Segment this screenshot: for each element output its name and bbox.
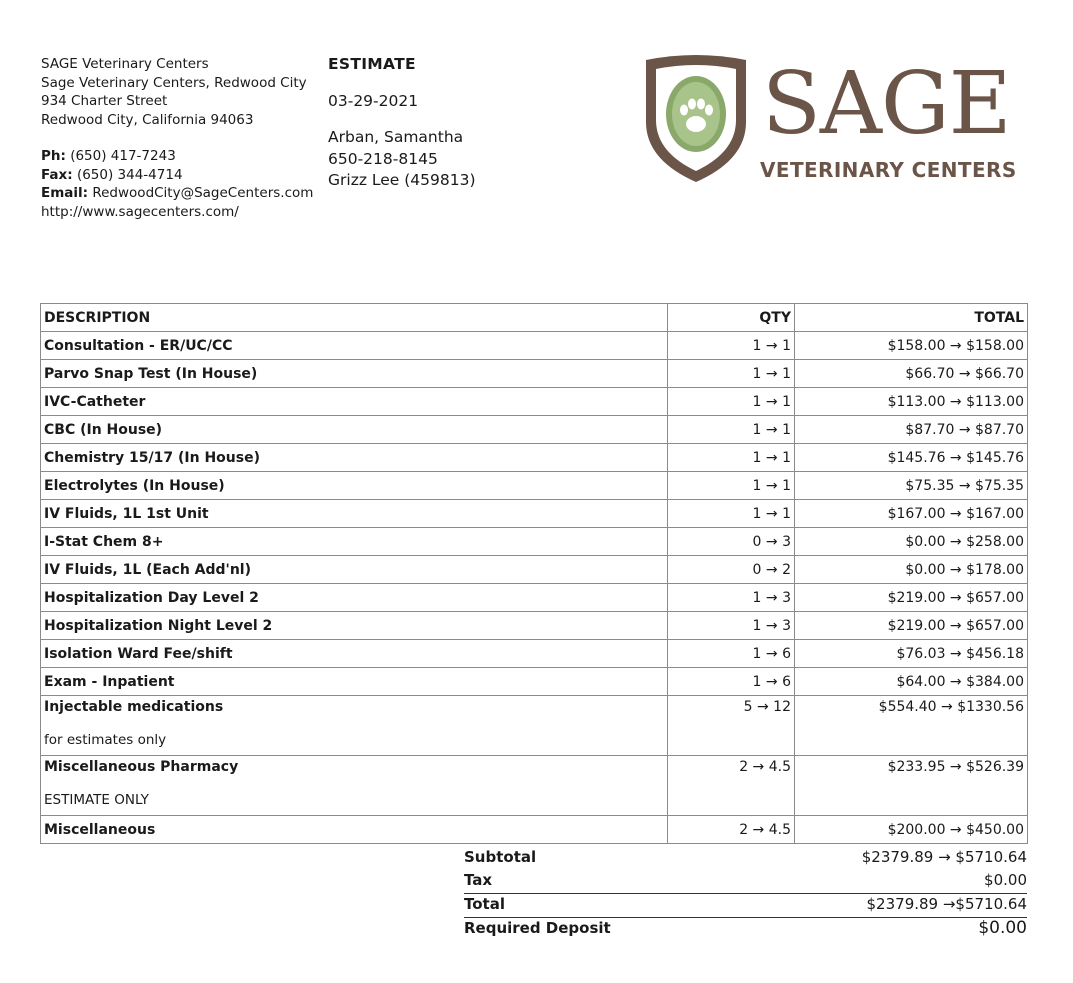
- item-description: Hospitalization Night Level 2: [44, 617, 273, 634]
- website-link[interactable]: http://www.sagecenters.com/: [41, 203, 239, 220]
- item-description-cell: [41, 444, 668, 472]
- logo-wordmark: SAGE: [762, 54, 1011, 154]
- subtotal-row: [464, 847, 1027, 870]
- item-description: Injectable medications: [44, 699, 224, 715]
- tax-value: $0.00: [984, 871, 1027, 889]
- clinic-name: SAGE Veterinary Centers: [41, 56, 209, 72]
- header-description: DESCRIPTION: [41, 304, 668, 332]
- fax-label: Fax:: [41, 166, 73, 183]
- item-total: $200.00 → $450.00: [795, 816, 1028, 844]
- item-qty: 2 → 4.5: [668, 816, 795, 844]
- item-description: Miscellaneous: [44, 821, 156, 838]
- client-info: [328, 127, 476, 192]
- item-description: IV Fluids, 1L (Each Add'nl): [44, 561, 252, 578]
- item-description: Exam - Inpatient: [44, 673, 175, 690]
- fax-value: (650) 344-4714: [72, 166, 183, 183]
- item-total: $145.76 → $145.76: [795, 444, 1028, 472]
- total-row: [464, 893, 1027, 917]
- item-description-cell: [41, 416, 668, 444]
- estimate-date: 03-29-2021: [328, 92, 419, 110]
- item-total: $554.40 → $1330.56: [795, 696, 1028, 756]
- item-qty: 2 → 4.5: [668, 756, 795, 816]
- table-row: [41, 640, 1028, 668]
- sage-logo: [642, 52, 1027, 187]
- total-value: $2379.89 →$5710.64: [866, 895, 1027, 913]
- item-description-cell: [41, 668, 668, 696]
- clinic-contact: [41, 147, 313, 221]
- table-row: [41, 696, 1028, 756]
- table-row: [41, 500, 1028, 528]
- item-total: $233.95 → $526.39: [795, 756, 1028, 816]
- item-total: $219.00 → $657.00: [795, 584, 1028, 612]
- table-row: [41, 668, 1028, 696]
- logo-subtitle: VETERINARY CENTERS: [760, 158, 1017, 182]
- item-description: I-Stat Chem 8+: [44, 533, 164, 550]
- item-total: $0.00 → $178.00: [795, 556, 1028, 584]
- phone-line: [41, 147, 313, 166]
- item-qty: 1 → 1: [668, 360, 795, 388]
- table-row: [41, 584, 1028, 612]
- clinic-address-line2: Redwood City, California 94063: [41, 111, 254, 128]
- item-qty: 1 → 6: [668, 668, 795, 696]
- table-row: [41, 360, 1028, 388]
- item-description-cell: [41, 696, 668, 756]
- subtotal-label: Subtotal: [464, 848, 537, 866]
- item-total: $64.00 → $384.00: [795, 668, 1028, 696]
- deposit-value: $0.00: [978, 918, 1027, 938]
- table-row: [41, 756, 1028, 816]
- item-description: Parvo Snap Test (In House): [44, 365, 258, 382]
- item-description: Consultation - ER/UC/CC: [44, 337, 233, 354]
- item-description-cell: [41, 332, 668, 360]
- item-total: $167.00 → $167.00: [795, 500, 1028, 528]
- item-description: Electrolytes (In House): [44, 477, 225, 494]
- item-total: $75.35 → $75.35: [795, 472, 1028, 500]
- totals-block: [464, 847, 1027, 941]
- item-qty: 1 → 1: [668, 388, 795, 416]
- item-description: IV Fluids, 1L 1st Unit: [44, 505, 209, 522]
- item-qty: 1 → 1: [668, 332, 795, 360]
- item-qty: 0 → 3: [668, 528, 795, 556]
- table-row: [41, 528, 1028, 556]
- item-total: $0.00 → $258.00: [795, 528, 1028, 556]
- subtotal-value: $2379.89 → $5710.64: [861, 848, 1027, 866]
- fax-line: [41, 166, 313, 185]
- item-qty: 1 → 3: [668, 584, 795, 612]
- item-note: for estimates only: [44, 732, 167, 748]
- email-line: [41, 184, 313, 203]
- item-qty: 1 → 1: [668, 416, 795, 444]
- table-row: [41, 472, 1028, 500]
- item-total: $219.00 → $657.00: [795, 612, 1028, 640]
- item-total: $66.70 → $66.70: [795, 360, 1028, 388]
- item-description-cell: [41, 612, 668, 640]
- tax-row: [464, 870, 1027, 893]
- item-qty: 1 → 3: [668, 612, 795, 640]
- item-description-cell: [41, 756, 668, 816]
- deposit-label: Required Deposit: [464, 919, 611, 937]
- table-row: [41, 444, 1028, 472]
- item-qty: 1 → 1: [668, 444, 795, 472]
- table-row: [41, 388, 1028, 416]
- item-description: Hospitalization Day Level 2: [44, 589, 259, 606]
- item-total: $76.03 → $456.18: [795, 640, 1028, 668]
- table-row: [41, 416, 1028, 444]
- client-phone: 650-218-8145: [328, 149, 438, 168]
- item-description-cell: [41, 816, 668, 844]
- estimate-header: [328, 55, 476, 192]
- total-label: Total: [464, 895, 505, 913]
- item-note: ESTIMATE ONLY: [44, 792, 149, 808]
- patient-name: Grizz Lee (459813): [328, 171, 476, 189]
- item-description: Miscellaneous Pharmacy: [44, 759, 239, 775]
- tax-label: Tax: [464, 871, 493, 889]
- item-qty: 1 → 1: [668, 500, 795, 528]
- deposit-row: [464, 917, 1027, 941]
- email-label: Email:: [41, 185, 89, 201]
- shield-icon: [642, 52, 750, 184]
- item-description-cell: [41, 388, 668, 416]
- item-qty: 1 → 6: [668, 640, 795, 668]
- client-name: Arban, Samantha: [328, 128, 464, 146]
- clinic-branch: Sage Veterinary Centers, Redwood City: [41, 74, 307, 91]
- table-row: [41, 612, 1028, 640]
- header-qty: QTY: [668, 304, 795, 332]
- table-header-row: [41, 304, 1028, 332]
- item-total: $87.70 → $87.70: [795, 416, 1028, 444]
- phone-label: Ph:: [41, 148, 66, 164]
- item-description-cell: [41, 472, 668, 500]
- phone-value: (650) 417-7243: [65, 148, 176, 164]
- item-total: $158.00 → $158.00: [795, 332, 1028, 360]
- estimate-items-table: [40, 303, 1028, 844]
- item-qty: 5 → 12: [668, 696, 795, 756]
- item-description-cell: [41, 360, 668, 388]
- item-description-cell: [41, 500, 668, 528]
- header-total: TOTAL: [795, 304, 1028, 332]
- item-description: Isolation Ward Fee/shift: [44, 645, 233, 662]
- table-row: [41, 816, 1028, 844]
- item-description: Chemistry 15/17 (In House): [44, 449, 260, 466]
- item-description-cell: [41, 584, 668, 612]
- email-value: RedwoodCity@SageCenters.com: [88, 185, 314, 201]
- item-description-cell: [41, 556, 668, 584]
- item-description: IVC-Catheter: [44, 393, 146, 410]
- estimate-title: ESTIMATE: [328, 55, 416, 73]
- item-total: $113.00 → $113.00: [795, 388, 1028, 416]
- item-description: CBC (In House): [44, 421, 163, 438]
- item-description-cell: [41, 528, 668, 556]
- table-row: [41, 332, 1028, 360]
- item-qty: 1 → 1: [668, 472, 795, 500]
- clinic-info: [41, 55, 307, 129]
- item-description-cell: [41, 640, 668, 668]
- item-qty: 0 → 2: [668, 556, 795, 584]
- table-row: [41, 556, 1028, 584]
- clinic-address-line1: 934 Charter Street: [41, 93, 168, 109]
